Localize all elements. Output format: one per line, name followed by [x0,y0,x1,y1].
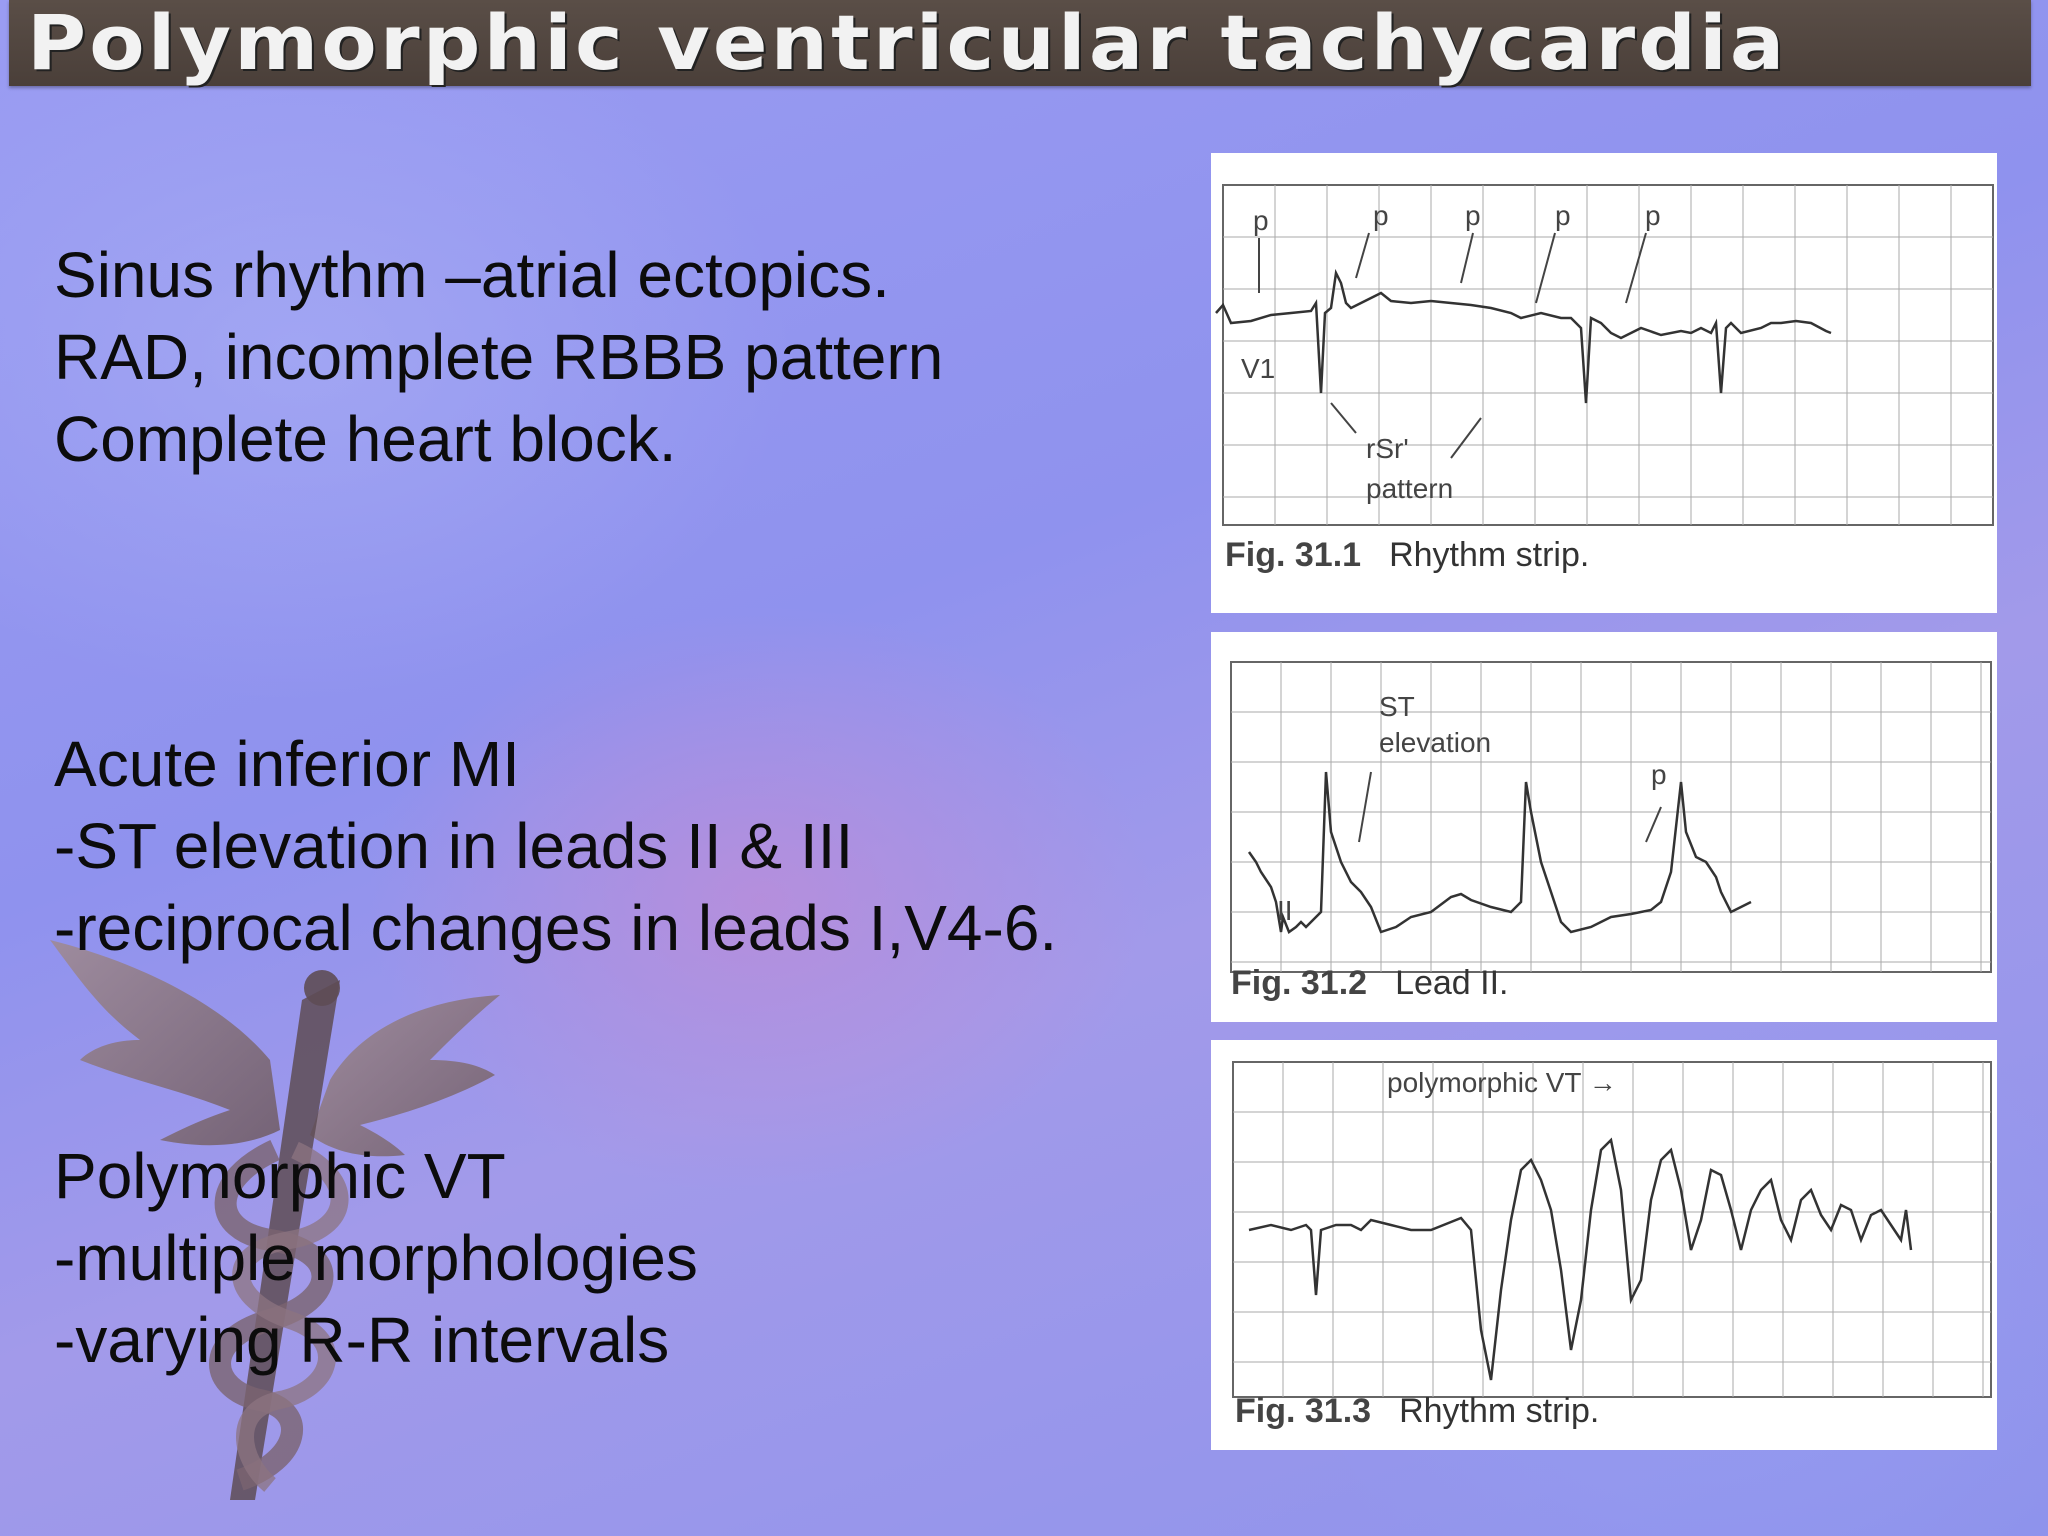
section-vt-text [54,1135,698,1381]
p-wave-label: p [1465,200,1481,231]
text-line: Polymorphic VT [54,1140,506,1212]
section-mi-text [54,723,1057,969]
slide-title: Polymorphic ventricular tachycardia [27,0,1788,87]
text-line: -reciprocal changes in leads I,V4-6. [54,892,1058,964]
st-label-2: elevation [1379,727,1492,758]
lead-label: II [1277,895,1293,926]
text-line: RAD, incomplete RBBB pattern [54,321,944,393]
figure-caption [1231,964,1508,1003]
p-wave-label: p [1651,759,1667,790]
title-bar [9,0,2031,86]
figure-number: Fig. 31.2 [1231,964,1368,1002]
text-line: -varying R-R intervals [54,1304,670,1376]
lead-label: V1 [1241,353,1276,384]
figure-caption-text: Rhythm strip. [1399,1392,1600,1430]
vt-label: polymorphic VT → [1387,1067,1617,1098]
figure-caption-text: Lead II. [1395,964,1509,1002]
text-line: Sinus rhythm –atrial ectopics. [54,239,890,311]
figure-caption-text: Rhythm strip. [1389,536,1590,574]
section-rhythm-text [54,234,943,480]
p-wave-label: p [1555,200,1571,231]
st-label: ST [1379,691,1415,722]
figure-caption [1225,536,1589,575]
figure-31-2-panel [1211,632,1997,1022]
rsr-label-2: pattern [1366,473,1454,504]
figure-31-1-panel [1211,153,1997,613]
rsr-label: rSr' [1366,433,1409,464]
text-line: Complete heart block. [54,403,677,475]
p-wave-label: p [1253,205,1269,236]
p-wave-label: p [1373,200,1389,231]
text-line: -ST elevation in leads II & III [54,810,854,882]
figure-number: Fig. 31.3 [1235,1392,1372,1430]
figure-number: Fig. 31.1 [1225,536,1362,574]
figure-caption [1235,1392,1599,1431]
text-line: -multiple morphologies [54,1222,698,1294]
figure-31-3-panel [1211,1040,1997,1450]
ecg-strip-31-3 [1211,1040,1997,1450]
text-line: Acute inferior MI [54,728,520,800]
p-wave-label: p [1645,200,1661,231]
